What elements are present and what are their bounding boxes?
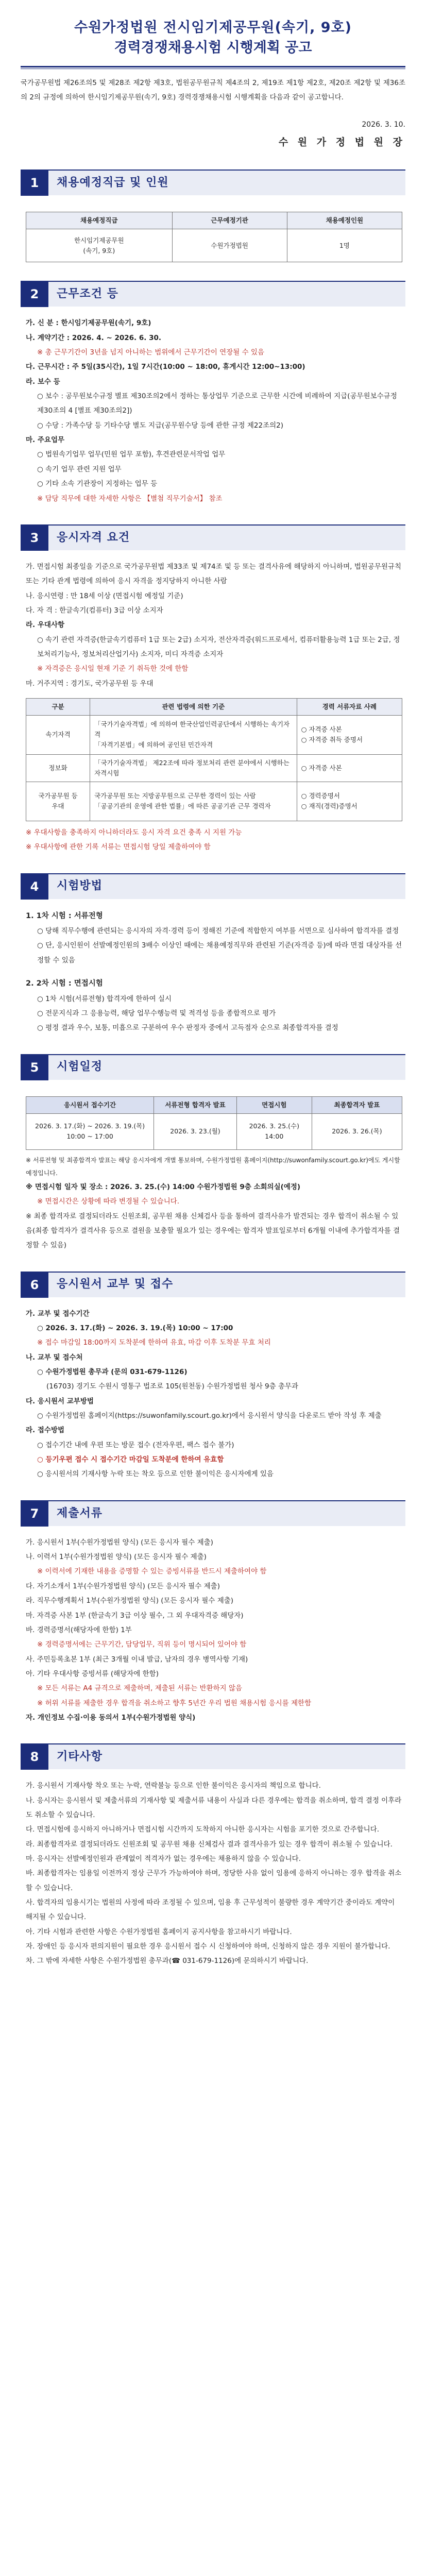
section-1-header <box>21 170 405 195</box>
list-item: 바. 최종합격자는 임용일 이전까지 정상 근무가 가능하여야 하며, 정당한 사유 없이 임용에 응하지 아니하는 경우 합격을 취소할 수 있습니다. <box>26 1869 402 1892</box>
list-item: ○ 속기 관련 자격증(한글속기컴퓨터 1급 또는 2급) 소지자, 전산자격증(워드프로세서, 컴퓨터활용능력 1급 또는 2급, 정보처리기능사, 정보처리산업기사) 소지자, 미디 자격증 소지자 <box>37 635 400 658</box>
list-item: 가. 교부 및 접수기간 <box>26 1309 90 1318</box>
section-5-header <box>21 1054 405 1080</box>
section-title: 응시자격 요건 <box>57 531 130 544</box>
section-number: 1 <box>21 170 48 196</box>
section-title: 제출서류 <box>57 1506 103 1520</box>
table-cell: 한시임기제공무원 (속기, 9호) <box>26 229 173 262</box>
subsection-title: 2. 2차 시험 : 면접시험 <box>26 979 103 988</box>
list-item: 사. 주민등록초본 1부 (최근 3개월 이내 발급, 남자의 경우 병역사항 기재) <box>26 1655 248 1664</box>
table-cell: 국가공무원 등 우대 <box>26 782 90 821</box>
section-title: 응시원서 교부 및 접수 <box>57 1278 174 1291</box>
section-number: 4 <box>21 874 48 900</box>
notice-header <box>21 0 405 58</box>
list-note: ※ 최종 합격자로 결정되더라도 신원조회, 공무원 채용 신체검사 등을 통하여 결격사유가 발견되는 경우 합격이 취소될 수 있음(최종 합격자가 결격사유 등으로 결원을 보충할 필요가 있는 경우에는 합격자 발표일로부터 6개월 이내에 추가합격자를 결정할 수 있음) <box>26 1212 400 1250</box>
list-note: ※ 모든 서류는 A4 규격으로 제출하며, 제출된 서류는 반환하지 않음 <box>37 1684 243 1693</box>
list-item: 가. 응시원서 기재사항 착오 또는 누락, 연락불능 등으로 인한 불이익은 응시자의 책임으로 합니다. <box>26 1782 321 1790</box>
section-2-header <box>21 281 405 307</box>
table-cell: ○ 경력증명서 ○ 재직(경력)증명서 <box>297 782 402 821</box>
section-number: 8 <box>21 1744 48 1770</box>
list-item: 라. 접수방법 <box>26 1426 65 1435</box>
table-cell: 국가공무원 또는 지방공무원으로 근무한 경력이 있는 사람 「공공기관의 운영에 관한 법률」에 따른 공공기관 근무 경력자 <box>90 782 297 821</box>
table-header: 구분 <box>26 698 90 715</box>
list-item: 가. 면접시험 최종일을 기준으로 국가공무원법 제33조 및 제74조 및 등 또는 결격사유에 해당하지 아니하며, 법원공무원규칙 또는 기타 관계 법령에 의하여 응시 자격을 정지당하지 아니한 사람 <box>26 562 401 586</box>
list-item: ○ 보수 : 공무원보수규정 별표 제30조의2에서 정하는 통상업무 기준으로 근무한 시간에 비례하여 지급(공무원보수규정 제30조의 4 [별표 제30조의2]) <box>37 392 397 415</box>
table-cell: 수원가정법원 <box>172 229 287 262</box>
list-item: 다. 근무시간 : 주 5일(35시간), 1일 7시간(10:00 ~ 18:00, 휴게시간 12:00~13:00) <box>26 363 305 371</box>
list-item: 나. 계약기간 : 2026. 4. ~ 2026. 6. 30. <box>26 333 162 342</box>
table-cell: 속기자격 <box>26 715 90 754</box>
table-header: 서류전형 합격자 발표 <box>154 1096 237 1113</box>
table-header: 근무예정기관 <box>172 212 287 229</box>
list-note: ※ 접수 마감일 18:00까지 도착분에 한하여 유효, 마감 이후 도착분 무효 처리 <box>37 1338 271 1347</box>
section-5-body <box>21 1080 405 1253</box>
list-item: 다. 자기소개서 1부(수원가정법원 양식) (모든 응시자 필수 제출) <box>26 1582 220 1590</box>
list-item: 라. 우대사항 <box>26 621 65 630</box>
list-item: ○ 수원가정법원 홈페이지(https://suwonfamily.scourt.go.kr)에서 응시원서 양식을 다운로드 받아 작성 후 제출 <box>37 1412 382 1420</box>
table-header: 관련 법령에 의한 기준 <box>90 698 297 715</box>
section-6-body <box>21 1297 405 1482</box>
list-item: ○ 수원가정법원 총무과 (문의 031-679-1126) <box>37 1368 188 1377</box>
section-number: 2 <box>21 281 48 307</box>
table-cell: ○ 자격증 사본 <box>297 754 402 782</box>
list-note: ※ 자격증은 응시일 현재 기준 기 취득한 것에 한함 <box>37 665 189 673</box>
table-cell: 2026. 3. 25.(수) 14:00 <box>236 1113 312 1149</box>
list-item: 마. 자격증 사본 1부 (한글속기 3급 이상 필수, 그 외 우대자격증 해당자) <box>26 1611 244 1620</box>
list-item: 라. 최종합격자로 결정되더라도 신원조회 및 공무원 채용 신체검사 결과 결격사유가 있는 경우 합격이 취소될 수 있습니다. <box>26 1840 393 1849</box>
header-divider <box>21 66 405 69</box>
table-header: 채용예정직급 <box>26 212 173 229</box>
list-note: ※ 경력증명서에는 근무기간, 담당업무, 직위 등이 명시되어 있어야 함 <box>37 1640 247 1649</box>
section-title: 시험일정 <box>57 1060 103 1074</box>
list-item: ○ 기타 소속 기관장이 지정하는 업무 등 <box>37 480 158 488</box>
section-title: 채용예정직급 및 인원 <box>57 176 169 190</box>
list-item: ○ 당해 직무수행에 관련되는 응시자의 자격·경력 등이 정해진 기준에 적합한지 여부를 서면으로 심사하여 합격자를 결정 <box>37 927 399 936</box>
list-item: 다. 면접시험에 응시하지 아니하거나 면접시험 시간까지 도착하지 아니한 응시자는 시험을 포기한 것으로 간주합니다. <box>26 1825 380 1834</box>
list-item: 사. 합격자의 임용시기는 법원의 사정에 따라 조정될 수 있으며, 임용 후 근무성적이 불량한 경우 계약기간 중이라도 계약이 해지될 수 있습니다. <box>26 1899 395 1922</box>
table-cell: 2026. 3. 23.(월) <box>154 1113 237 1149</box>
list-item: 나. 응시연령 : 만 18세 이상 (면접시험 예정일 기준) <box>26 591 183 600</box>
section-1-body <box>21 195 405 262</box>
table-header: 채용예정인원 <box>287 212 402 229</box>
title-line-1: 수원가정법원 전시임기제공무원(속기, 9호) <box>74 20 352 36</box>
section-4-header <box>21 873 405 899</box>
list-item: ○ 법원속기업무 업무(민원 업무 포함), 후견관련문서작업 업무 <box>37 450 226 459</box>
intro-text: 국가공무원법 제26조의5 및 제28조 제2항 제3호, 법원공무원규칙 제4조의 2, 제19조 제1항 제2호, 제20조 제2항 및 제36조의 2의 규정에 의하여 한시임기제공무원(속기, 9호) 경력경쟁채용시험 시행계획을 다음과 같이 공고합니다. <box>21 79 405 101</box>
list-item: 아. 기타 우대사항 증빙서류 (해당자에 한함) <box>26 1669 159 1678</box>
list-item: ○ 전문지식과 그 응용능력, 해당 업무수행능력 및 적격성 등을 종합적으로 평가 <box>37 1009 276 1018</box>
list-note: ※ 총 근무기간이 3년을 넘지 아니하는 범위에서 근무기간이 연장될 수 있음 <box>37 348 265 357</box>
section-number: 5 <box>21 1055 48 1080</box>
notice-date: 2026. 3. 10. <box>362 120 405 129</box>
list-item: ○ 단, 응시인원이 선발예정인원의 3배수 이상인 때에는 채용예정직무와 관련된 기준(자격증 등)에 따라 면접 대상자를 선정할 수 있음 <box>37 941 402 964</box>
list-item: ○ 2026. 3. 17.(화) ~ 2026. 3. 19.(목) 10:00 ~ 17:00 <box>37 1324 233 1332</box>
list-item: (16703) 경기도 수원시 영통구 법조로 105(원천동) 수원가정법원 청사 9층 총무과 <box>46 1382 299 1391</box>
list-item: 라. 직무수행계획서 1부(수원가정법원 양식) (모든 응시자 필수 제출) <box>26 1597 234 1605</box>
list-item: 가. 신 분 : 한시임기제공무원(속기, 9호) <box>26 319 151 328</box>
list-item: 나. 응시자는 응시원서 및 제출서류의 기재사항 및 제출서류 내용이 사실과 다른 경우에는 합격을 취소하며, 합격 결정 이후라도 취소할 수 있습니다. <box>26 1796 402 1819</box>
section-7-header <box>21 1500 405 1526</box>
list-item: 바. 경력증명서(해당자에 한함) 1부 <box>26 1625 132 1634</box>
table-cell: 2026. 3. 17.(화) ~ 2026. 3. 19.(목) 10:00 ~ 17:00 <box>26 1113 154 1149</box>
list-item: 자. 개인정보 수집·이용 동의서 1부(수원가정법원 양식) <box>26 1713 196 1722</box>
list-item: ○ 접수기간 내에 우편 또는 방문 접수 (전자우편, 팩스 접수 불가) <box>37 1440 234 1449</box>
list-note: ※ 면접시험 일자 및 장소 : 2026. 3. 25.(수) 14:00 수원가정법원 9층 소회의실(예정) <box>26 1182 301 1191</box>
list-note: ※ 우대사항을 충족하지 아니하더라도 응시 자격 요건 충족 시 지원 가능 <box>26 828 242 837</box>
section-8-header <box>21 1743 405 1769</box>
list-item: 다. 자 격 : 한글속기(컴퓨터) 3급 이상 소지자 <box>26 606 163 615</box>
table-header: 응시원서 접수기간 <box>26 1096 154 1113</box>
list-note: ※ 허위 서류를 제출한 경우 합격을 취소하고 향후 5년간 우리 법원 채용시험 응시를 제한함 <box>37 1699 312 1707</box>
list-item: ○ 수당 : 가족수당 등 기타수당 별도 지급(공무원수당 등에 관한 규정 제22조의2) <box>37 421 284 430</box>
section-title: 시험방법 <box>57 879 103 893</box>
table-cell: 1명 <box>287 229 402 262</box>
list-item: 라. 보수 등 <box>26 377 60 386</box>
section-number: 6 <box>21 1272 48 1298</box>
list-item: 나. 교부 및 접수처 <box>26 1353 83 1362</box>
section-2-body <box>21 307 405 505</box>
list-item: 아. 기타 시험과 관련한 사항은 수원가정법원 홈페이지 공지사항을 참고하시기 바랍니다. <box>26 1927 292 1936</box>
table-cell: 「국가기술자격법」에 의하여 한국산업인력공단에서 시행하는 속기자격 「자격기본법」에 의하여 공인된 민간자격 <box>90 715 297 754</box>
section-3-body <box>21 550 405 855</box>
list-item: 마. 주요업무 <box>26 436 65 445</box>
recruitment-table <box>26 212 402 262</box>
title-line-2: 경력경쟁채용시험 시행계획 공고 <box>114 40 312 56</box>
section-4-body <box>21 899 405 1036</box>
table-cell: 정보화 <box>26 754 90 782</box>
qualification-table <box>26 698 402 821</box>
list-item: 자. 장애인 등 응시자 편의지원이 필요한 경우 응시원서 접수 시 신청하여야 하며, 신청하지 않은 경우 지원이 불가합니다. <box>26 1942 390 1951</box>
table-cell: 「국가기술자격법」 제22조에 따라 정보처리 관련 분야에서 시행하는 자격시험 <box>90 754 297 782</box>
section-7-body <box>21 1526 405 1725</box>
list-note: ※ 면접시간은 상황에 따라 변경될 수 있습니다. <box>37 1197 180 1206</box>
table-header: 면접시험 <box>236 1096 312 1113</box>
list-item: 마. 거주지역 : 경기도, 국가공무원 등 우대 <box>26 679 154 688</box>
subsection-title: 1. 1차 시험 : 서류전형 <box>26 911 103 920</box>
table-cell: 2026. 3. 26.(목) <box>312 1113 402 1149</box>
section-number: 3 <box>21 525 48 551</box>
section-title: 근무조건 등 <box>57 287 118 301</box>
list-note: ※ 담당 직무에 대한 자세한 사항은 【별첨 직무기술서】 참조 <box>37 494 223 503</box>
list-note: ○ 등기우편 접수 시 접수기간 마감일 도착분에 한하여 유효함 <box>37 1455 224 1464</box>
list-note: ※ 이력서에 기재한 내용을 증명할 수 있는 증빙서류를 반드시 제출하여야 함 <box>37 1567 267 1576</box>
list-item: 나. 이력서 1부(수원가정법원 양식) (모든 응시자 필수 제출) <box>26 1553 207 1562</box>
list-item: ○ 응시원서의 기재사항 누락 또는 착오 등으로 인한 불이익은 응시자에게 있음 <box>37 1470 274 1479</box>
issuer-name: 수 원 가 정 법 원 장 <box>278 137 405 148</box>
list-note: ※ 우대사항에 관한 기록 서류는 면접시험 당일 제출하여야 함 <box>26 843 211 852</box>
section-6-header <box>21 1272 405 1297</box>
table-header: 경력 서류자료 사례 <box>297 698 402 715</box>
section-title: 기타사항 <box>57 1750 103 1763</box>
list-item: 가. 응시원서 1부(수원가정법원 양식) (모든 응시자 필수 제출) <box>26 1538 213 1547</box>
table-header: 최종합격자 발표 <box>312 1096 402 1113</box>
list-item: 마. 응시자는 선발예정인원과 관계없이 적격자가 없는 경우에는 채용하지 않을 수 있습니다. <box>26 1854 301 1863</box>
schedule-table <box>26 1096 402 1150</box>
list-item: ○ 속기 업무 관련 지원 업무 <box>37 465 122 473</box>
list-item: 차. 그 밖에 자세한 사항은 수원가정법원 총무과(☎ 031-679-1126)에 문의하시기 바랍니다. <box>26 1957 309 1965</box>
section-number: 7 <box>21 1501 48 1527</box>
list-item: ○ 1차 시험(서류전형) 합격자에 한하여 실시 <box>37 994 172 1003</box>
section-8-body <box>21 1769 405 1968</box>
table-cell: ○ 자격증 사본 ○ 자격증 취득 증명서 <box>297 715 402 754</box>
list-item: ○ 평정 결과 우수, 보통, 미흡으로 구분하여 우수 판정자 중에서 고득점자 순으로 최종합격자를 결정 <box>37 1024 338 1032</box>
list-item: 다. 응시원서 교부방법 <box>26 1397 94 1405</box>
section-3-header <box>21 524 405 550</box>
list-note: ※ 서류전형 및 최종합격자 발표는 해당 응시자에게 개별 통보하며, 수원가정법원 홈페이지(http://suwonfamily.scourt.go.kr)에도 게시할 예정입니다. <box>26 1156 400 1177</box>
